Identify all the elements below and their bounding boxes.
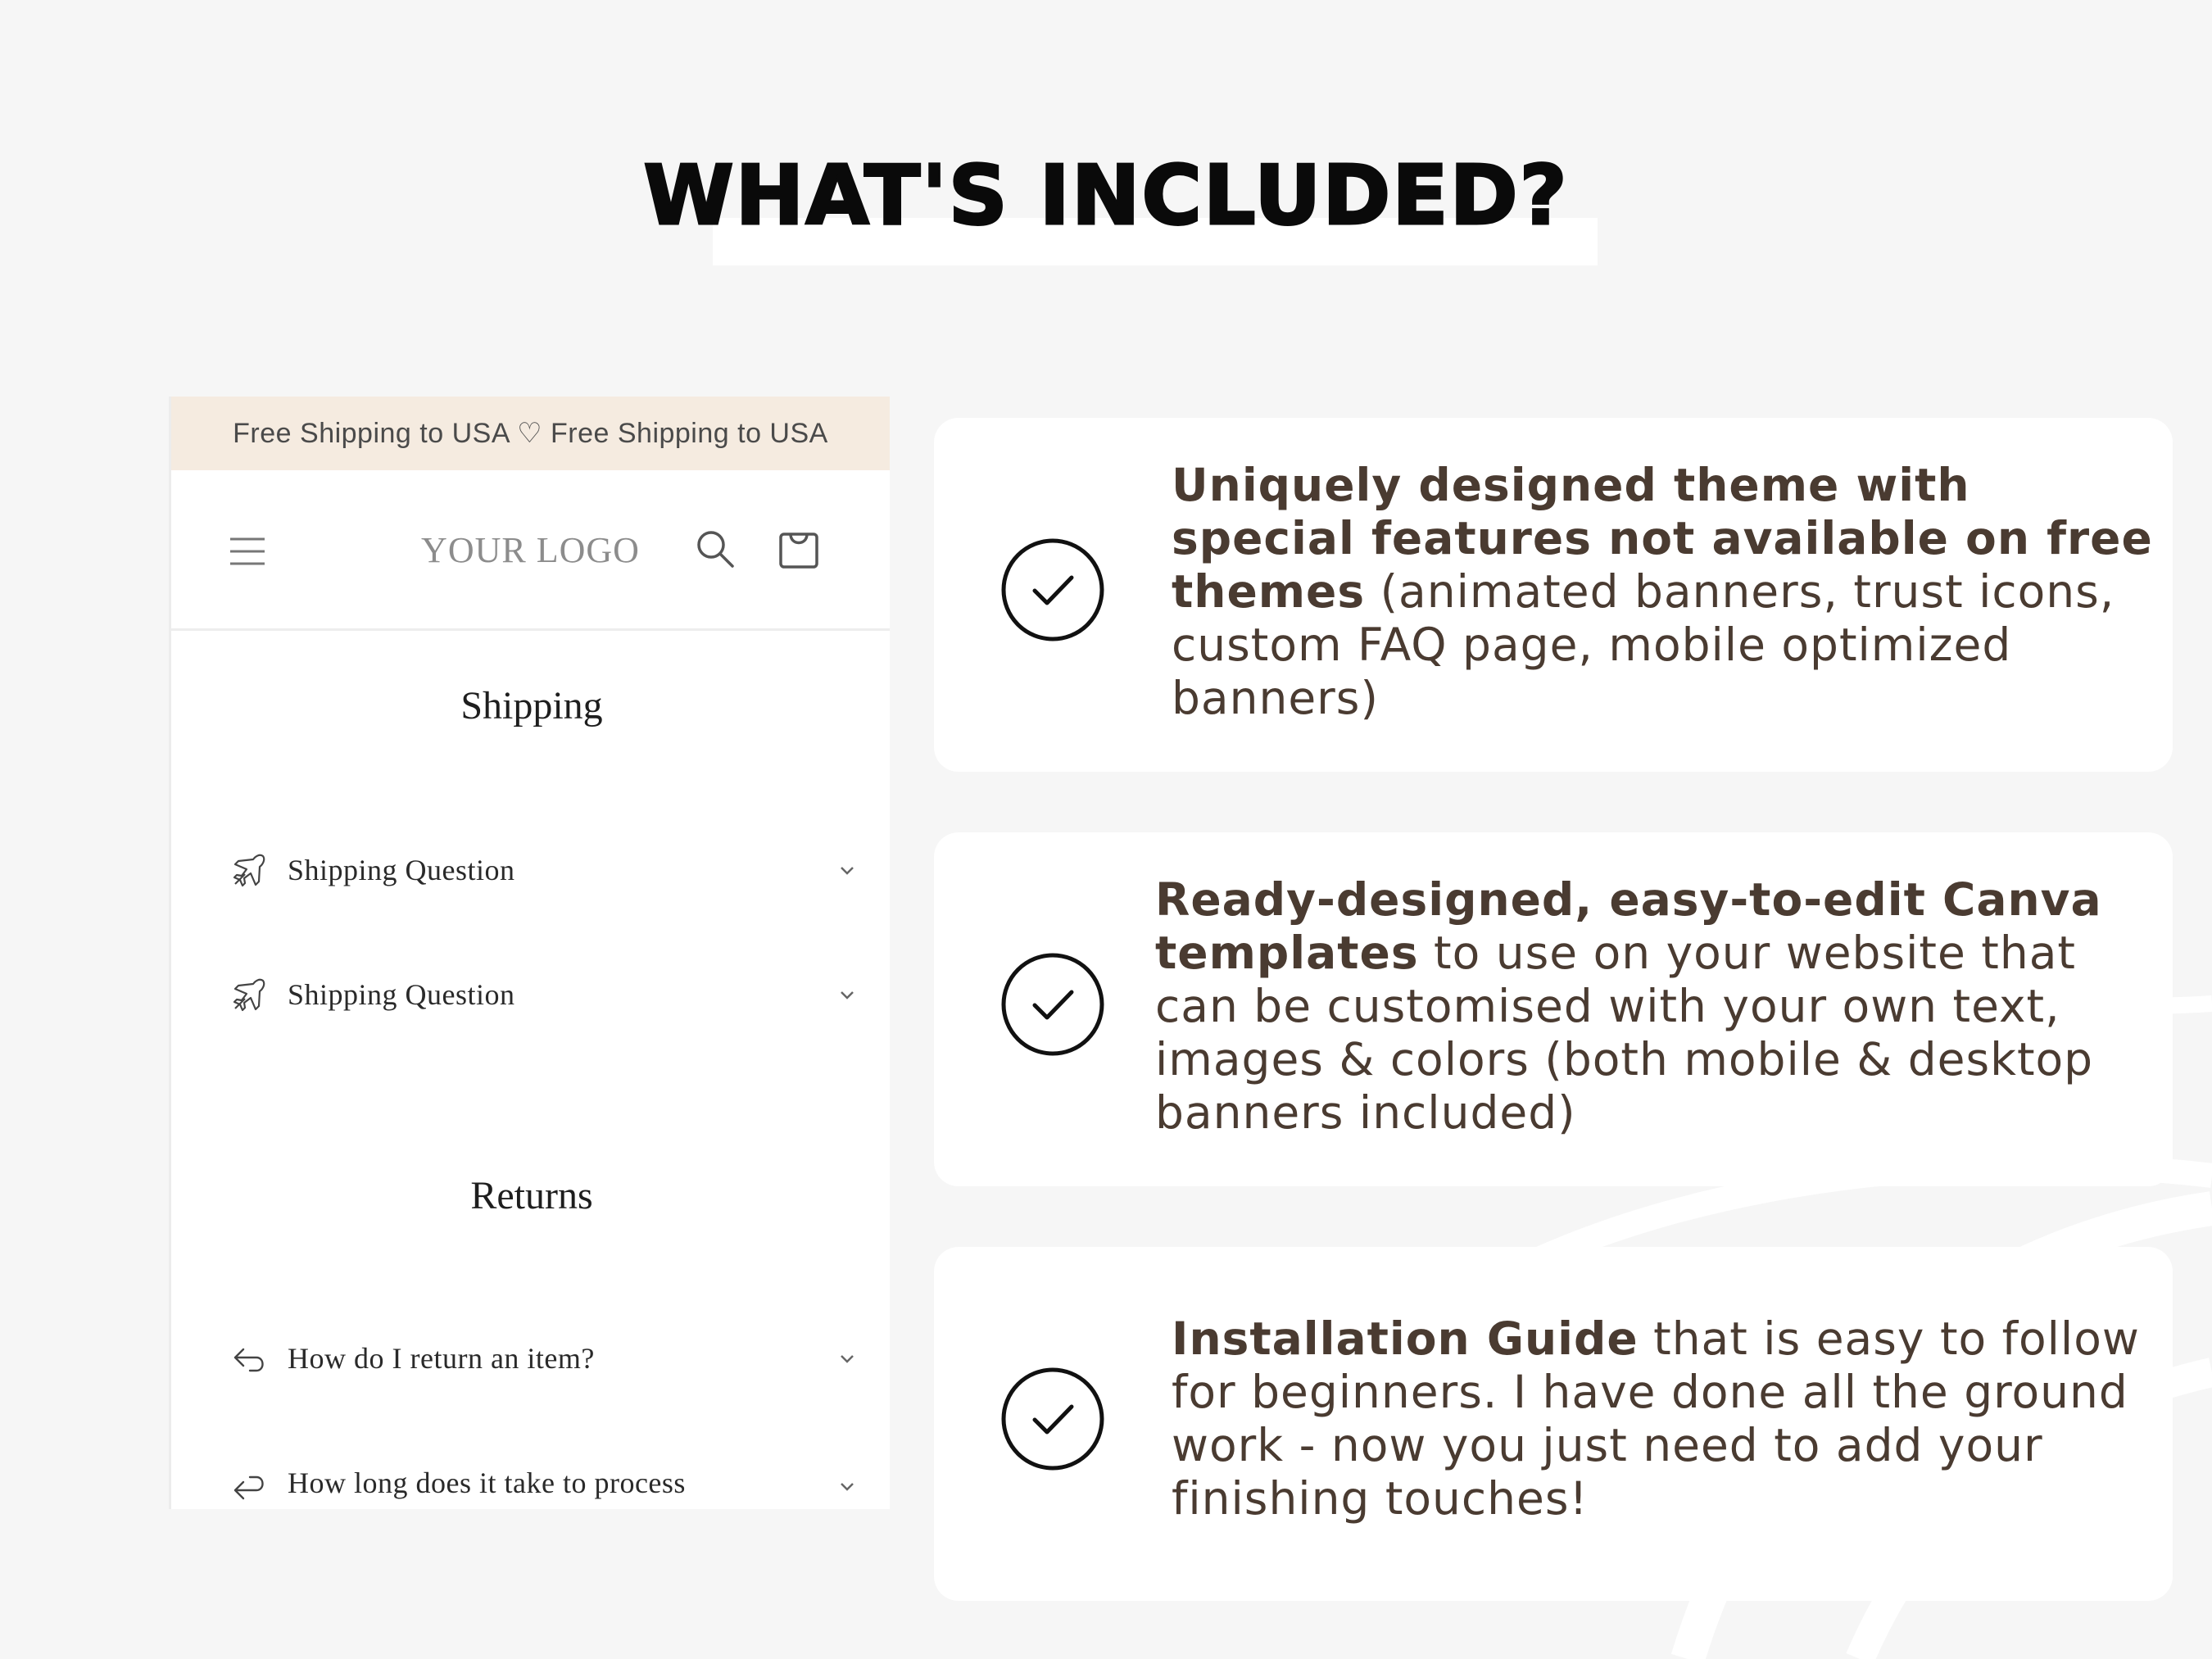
feature-card <box>934 1247 2173 1601</box>
checkmark-circle-icon <box>999 951 1106 1058</box>
chevron-down-icon[interactable] <box>835 1471 859 1495</box>
faq-item[interactable] <box>229 845 859 895</box>
feature-card <box>934 832 2173 1186</box>
store-logo[interactable]: YOUR LOGO <box>421 530 640 570</box>
feature-detail: to use on your website that can be customised with your own text, images & colors (both mobile & desktop banners included) <box>1155 927 2094 1139</box>
feature-detail: (animated banners, trust icons, custom FAQ page, mobile optimized banners) <box>1172 565 2115 724</box>
mobile-store-preview <box>169 397 890 1509</box>
feature-description <box>1172 1312 2155 1525</box>
airplane-icon <box>229 850 270 891</box>
page-title: WHAT'S INCLUDED? <box>643 147 1569 243</box>
chevron-down-icon[interactable] <box>835 1346 859 1371</box>
feature-card <box>934 418 2173 772</box>
faq-question-label: How do I return an item? <box>288 1342 595 1375</box>
section-title-returns: Returns <box>470 1174 593 1217</box>
announcement-bar: Free Shipping to USA ♡ Free Shipping to USA <box>171 397 890 470</box>
feature-description <box>1172 459 2155 725</box>
search-icon[interactable] <box>694 528 737 570</box>
airplane-icon <box>229 974 270 1015</box>
chevron-down-icon[interactable] <box>835 858 859 882</box>
return-arrow-icon <box>229 1338 270 1379</box>
feature-description <box>1155 873 2155 1140</box>
faq-item[interactable] <box>229 1334 859 1383</box>
feature-highlight: Installation Guide <box>1172 1312 1639 1365</box>
store-header <box>171 470 890 631</box>
chevron-down-icon[interactable] <box>835 982 859 1007</box>
checkmark-circle-icon <box>999 537 1106 643</box>
faq-question-label: Shipping Question <box>288 978 515 1011</box>
faq-question-label: How long does it take to process <box>288 1466 686 1499</box>
section-title-shipping: Shipping <box>460 684 603 728</box>
return-arrow-icon <box>229 1462 270 1503</box>
cart-bag-icon[interactable] <box>777 526 820 570</box>
checkmark-circle-icon <box>999 1366 1106 1472</box>
feature-detail: that is easy to follow for beginners. I have done all the ground work - now you just need to add your finishing touches! <box>1172 1312 2140 1525</box>
faq-item[interactable] <box>229 970 859 1019</box>
feature-highlight: Uniquely designed theme with special features not available on free themes <box>1172 459 2153 618</box>
faq-item[interactable] <box>229 1458 859 1507</box>
faq-question-label: Shipping Question <box>288 854 515 886</box>
feature-highlight: Ready-designed, easy-to-edit Canva templates <box>1155 873 2102 979</box>
